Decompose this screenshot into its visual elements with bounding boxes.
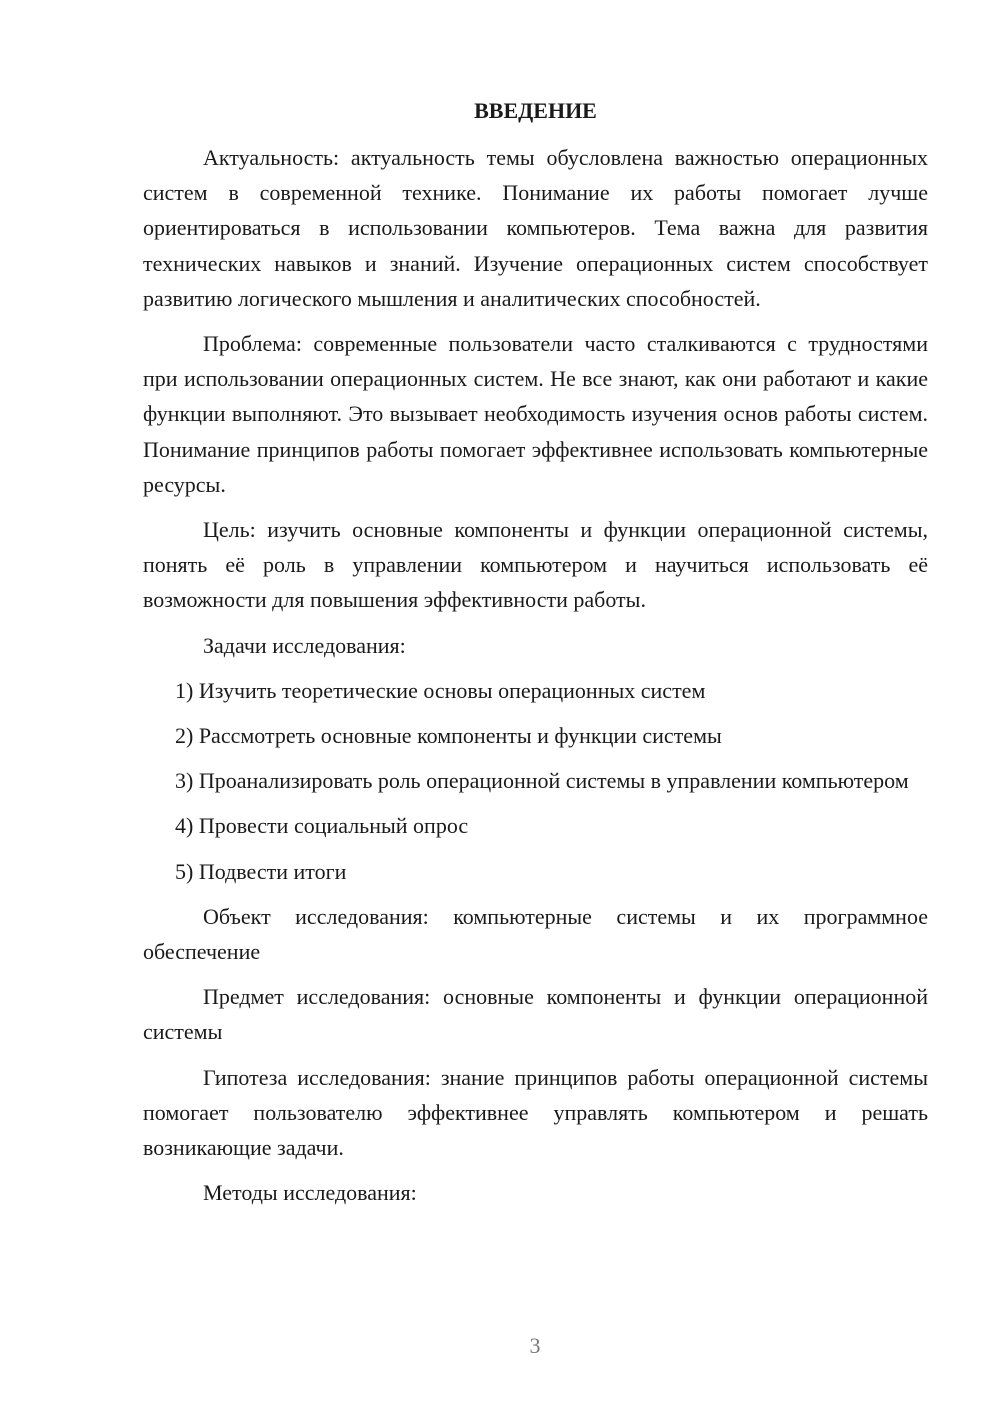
page-number: 3 (529, 1333, 541, 1358)
tasks-heading: Задачи исследования: (203, 632, 406, 658)
paragraph-object: Объект исследования: компьютерные системы и их программное обеспечение (143, 903, 928, 965)
task-item-2: 2) Рассмотреть основные компоненты и функции системы (175, 723, 722, 749)
task-item-1: 1) Изучить теоретические основы операционных систем (175, 677, 706, 703)
paragraph-goal: Цель: изучить основные компоненты и функции операционной системы, понять её роль в управлении компьютером и научиться использовать её возможности для повышения эффективности работы. (143, 517, 928, 613)
paragraph-problem: Проблема: современные пользователи часто сталкиваются с трудностями при использовании операционных систем. Не все знают, как они работают и какие функции выполняют. Это вызывает необходимость изучения основ работы систем. Понимание принципов работы помогает эффективнее использовать компьютерные ресурсы. (143, 331, 928, 497)
task-item-5: 5) Подвести итоги (175, 858, 347, 884)
section-title: ВВЕДЕНИЕ (474, 98, 597, 123)
methods-heading: Методы исследования: (203, 1180, 417, 1206)
task-item-4: 4) Провести социальный опрос (175, 813, 469, 839)
paragraph-hypothesis: Гипотеза исследования: знание принципов работы операционной системы помогает пользователю эффективнее управлять компьютером и решать возникающие задачи. (143, 1064, 928, 1161)
paragraph-subject: Предмет исследования: основные компоненты и функции операционной системы (143, 984, 928, 1045)
task-item-3: 3) Проанализировать роль операционной системы в управлении компьютером (175, 768, 909, 794)
document-page (143, 96, 928, 1220)
paragraph-relevance: Актуальность: актуальность темы обусловлена важностью операционных систем в современной технике. Понимание их работы помогает лучше ориентироваться в использовании компьютеров. Тема важна для развития технических навыков и знаний. Изучение операционных систем способствует развитию логического мышления и аналитических способностей. (143, 145, 928, 311)
